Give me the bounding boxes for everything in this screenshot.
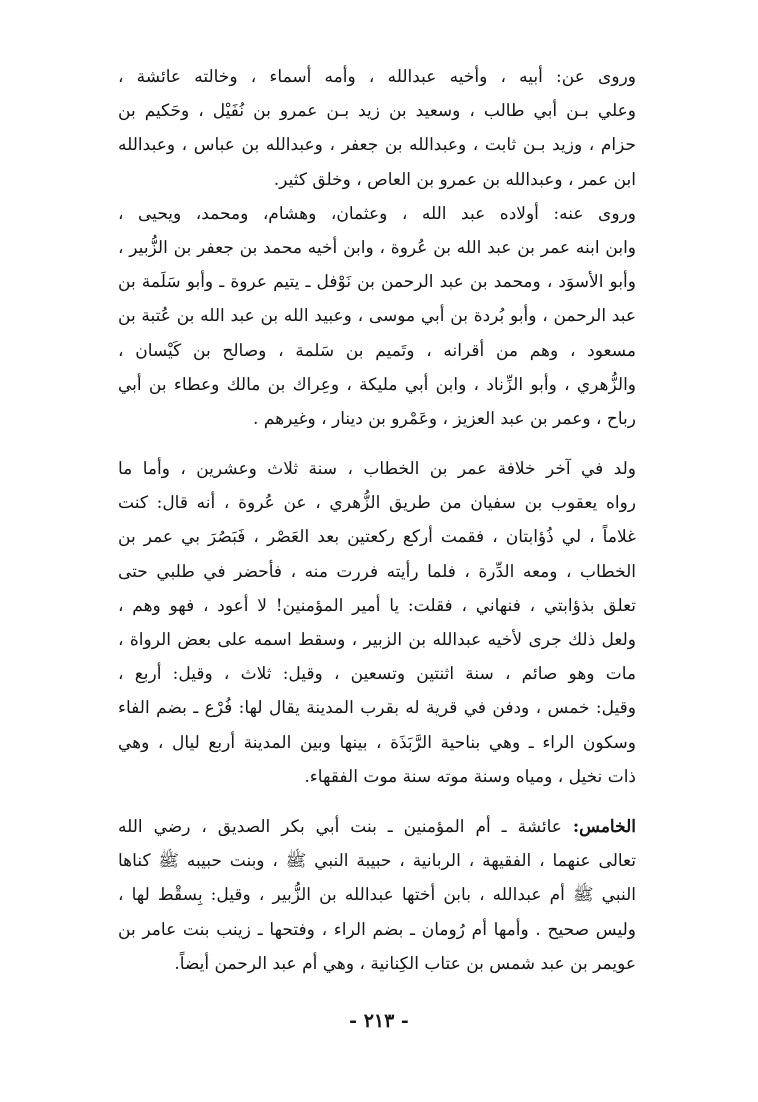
paragraph-spacer	[118, 794, 636, 810]
paragraph-narrated-by	[118, 197, 636, 436]
text-line: وابن ابنه عمر بن عبد الله بن عُروة ، وابن أخيه محمد بن جعفر بن الزُّبير ،	[118, 237, 636, 258]
text-line: ولد في آخر خلافة عمر بن الخطاب ، سنة ثلاث وعشرين ، وأما ما	[118, 459, 636, 480]
text-line: مات وهو صائم ، سنة اثنتين وتسعين ، وقيل: ثلاث ، وقيل: أربع ،	[118, 664, 636, 685]
section-lead-label: الخامس:	[572, 816, 636, 837]
text-line: ولعل ذلك جرى لأخيه عبدالله بن الزبير ، وسقط اسمه على بعض الرواة ،	[118, 630, 636, 650]
text-line: ابن عمر ، وعبدالله بن عمرو بن العاص ، وخلق كثير.	[273, 169, 636, 190]
text-line: وأبو الأسوَد ، ومحمد بن عبد الرحمن بن نَوْفل ـ يتيم عروة ـ وأبو سَلَمة بن	[118, 272, 636, 293]
text-line: النبي ﷺ أم عبدالله ، بابن أختها عبدالله بن الزُّبير ، وقيل: بِسقْط لها ،	[118, 885, 636, 906]
text-line-rest: عائشة ـ أم المؤمنين ـ بنت أبي بكر الصديق ، رضي الله	[118, 816, 573, 837]
text-line: وروى عن: أبيه ، وأخيه عبدالله ، وأمه أسماء ، وخالته عائشة ،	[118, 67, 636, 87]
text-line: مسعود ، وهم من أقرانه ، وتَميم بن سَلمة ، وصالح بن كَيْسان ،	[118, 340, 636, 361]
paragraph-birth-death	[118, 452, 636, 794]
text-line: الخطاب ، ومعه الدِّرة ، فلما رأيته فررت منه ، فأحضر في طلبي حتى	[118, 561, 636, 582]
text-line: وروى عنه: أولاده عبد الله ، وعثمان، وهشام، ومحمد، ويحيى ،	[118, 203, 636, 224]
paragraph-spacer	[118, 436, 636, 452]
text-line: رواه يعقوب بن سفيان من طريق الزُّهري ، عن عُروة ، أنه قال: كنت	[118, 493, 636, 514]
text-line: تعلق بذؤابتي ، فنهاني ، فقلت: يا أمير المؤمنين! لا أعود ، فهو وهم ،	[118, 595, 636, 616]
text-line: عبد الرحمن ، وأبو بُردة بن أبي موسى ، وعبيد الله بن عبد الله بن عُتبة بن	[118, 306, 636, 327]
text-line: حزام ، وزيد بـن ثابت ، وعبدالله بن جعفر ، وعبدالله بن عباس ، وعبدالله	[118, 135, 636, 156]
text-line: ذات نخيل ، ومياه وسنة موته سنة موت الفقهاء.	[304, 766, 636, 787]
text-line: غلاماً ، لي ذُؤابتان ، فقمت أركع ركعتين بعد العَصْر ، فَبَصُرَ بي عمر بن	[118, 527, 636, 548]
text-line: تعالى عنهما ، الفقيهة ، الربانية ، حبيبة النبي ﷺ ، وبنت حبيبه ﷺ كناها	[118, 851, 636, 872]
text-line: وسكون الراء ـ وهي بناحية الرَّبَذَة ، بينها وبين المدينة أربع ليال ، وهي	[118, 732, 636, 753]
text-line: وعلي بـن أبي طالب ، وسعيد بن زيد بـن عمرو بن نُفَيْل ، وحَكيم بن	[118, 101, 636, 122]
text-line: عويمر بن عبد شمس بن عتاب الكِنانية ، وهي أم عبد الرحمن أيضاً.	[174, 953, 636, 974]
text-line: وليس صحيح . وأمها أم رُومان ـ بضم الراء ، وفتحها ـ زينب بنت عامر بن	[118, 919, 636, 940]
text-line	[118, 810, 636, 844]
paragraph-narrated-from	[118, 60, 636, 197]
text-line: رباح ، وعمر بن عبد العزيز ، وعَمْرو بن دينار ، وغيرهم .	[253, 408, 636, 429]
page-number: - ٢١٣ -	[349, 1010, 409, 1032]
text-line: وقيل: خمس ، ودفن في قرية له بقرب المدينة يقال لها: فُرْع ـ بضم الفاء	[118, 698, 636, 719]
text-line: والزُّهري ، وأبو الزِّناد ، وابن أبي مليكة ، وعِراك بن مالك وعطاء بن أبي	[118, 374, 636, 395]
paragraph-fifth-aisha	[118, 810, 636, 981]
page-text-body	[118, 60, 636, 981]
